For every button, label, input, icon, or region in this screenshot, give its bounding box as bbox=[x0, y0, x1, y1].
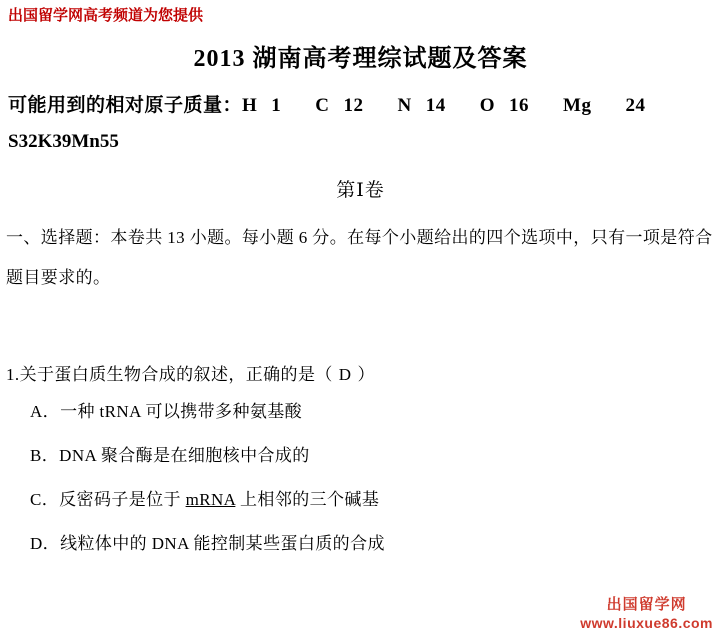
atomic-mass-c: C 12 bbox=[315, 95, 364, 116]
choice-text-b: DNA 聚合酶是在细胞核中合成的 bbox=[59, 446, 310, 465]
atomic-mass-n: N 14 bbox=[397, 95, 446, 116]
question-stem-close: ） bbox=[357, 365, 375, 384]
question-text: 关于蛋白质生物合成的叙述，正确的是（ bbox=[19, 365, 333, 384]
choice-text-c-post: 上相邻的三个碱基 bbox=[235, 490, 380, 509]
question-1-stem bbox=[6, 360, 717, 390]
atomic-mass-mg: Mg 24 bbox=[563, 95, 646, 116]
choice-text-c-pre: 反密码子是位于 bbox=[59, 490, 186, 509]
question-answer: D bbox=[338, 365, 352, 384]
question-number: 1. bbox=[6, 365, 20, 384]
atomic-mass-k: K39 bbox=[37, 131, 72, 152]
atomic-mass-o: O 16 bbox=[479, 95, 530, 116]
question-1-choice-d bbox=[30, 522, 717, 566]
atomic-mass-mn: Mn55 bbox=[71, 131, 119, 152]
atomic-mass-line-2 bbox=[8, 124, 717, 160]
document-title: 2013 湖南高考理综试题及答案 bbox=[193, 46, 528, 72]
choice-text-d: 线粒体中的 DNA 能控制某些蛋白质的合成 bbox=[60, 534, 385, 553]
watermark-site-url: www.liuxue86.com bbox=[580, 614, 713, 631]
question-1-choice-b bbox=[30, 434, 717, 478]
choice-label-c: C． bbox=[30, 490, 60, 509]
atomic-mass-label: 可能用到的相对原子质量： bbox=[8, 95, 243, 116]
atomic-mass-s: S32 bbox=[8, 131, 38, 152]
choice-label-b: B． bbox=[30, 446, 60, 465]
choice-text-c-underlined: mRNA bbox=[185, 490, 236, 509]
choice-label-a: A． bbox=[30, 402, 61, 421]
site-banner: 出国留学网高考频道为您提供 bbox=[8, 7, 204, 24]
choice-text-a: 一种 tRNA 可以携带多种氨基酸 bbox=[60, 402, 303, 421]
atomic-mass-line-1 bbox=[8, 88, 717, 124]
question-1-choice-a bbox=[30, 390, 717, 434]
watermark bbox=[580, 596, 713, 632]
instructions-text: 一、选择题：本卷共 13 小题。每小题 6 分。在每个小题给出的四个选项中，只有一项是符合题目要求的。 bbox=[6, 228, 713, 287]
choice-label-d: D． bbox=[30, 534, 61, 553]
atomic-mass-h: H 1 bbox=[242, 95, 282, 116]
section-label: 第Ⅰ卷 bbox=[336, 180, 385, 201]
question-1-choice-c bbox=[30, 478, 717, 522]
watermark-site-name: 出国留学网 bbox=[606, 595, 687, 613]
document-page bbox=[0, 6, 721, 638]
